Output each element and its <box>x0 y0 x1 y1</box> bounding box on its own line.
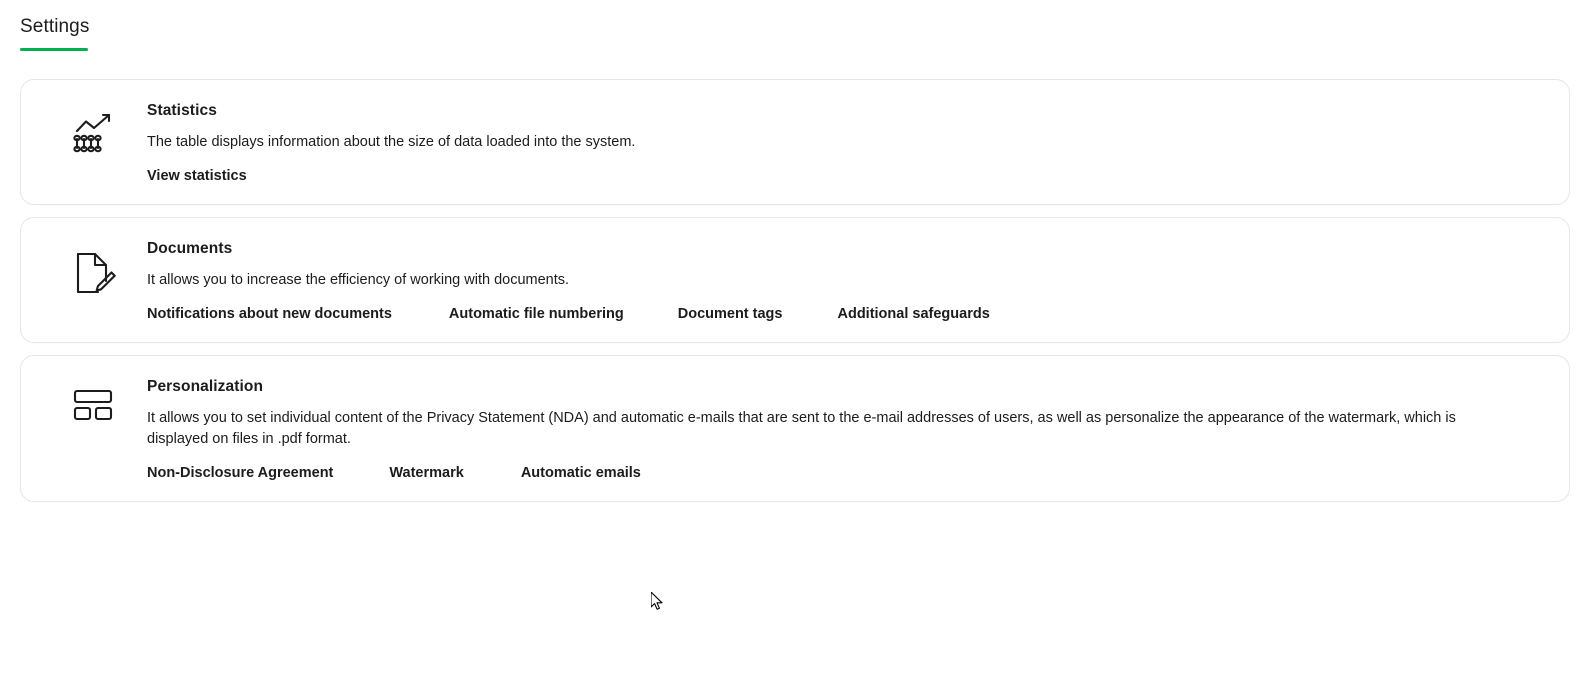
settings-cards <box>20 79 1570 514</box>
tab-active-indicator <box>20 48 88 51</box>
document-pen-icon <box>41 238 147 298</box>
card-body <box>147 238 1545 322</box>
card-links <box>147 306 1545 322</box>
layout-blocks-icon <box>41 376 147 424</box>
link-non-disclosure-agreement[interactable]: Non-Disclosure Agreement <box>147 465 334 481</box>
link-additional-safeguards[interactable]: Additional safeguards <box>837 305 990 322</box>
card-links <box>147 168 1545 184</box>
card-body <box>147 376 1545 482</box>
card-description: It allows you to set individual content of the Privacy Statement (NDA) and automatic e-mails that are sent to the e-mail addresses of users, as well as personalize the appearance of the watermark, which is displayed on files in .pdf format. <box>147 409 1456 448</box>
link-automatic-emails[interactable]: Automatic emails <box>520 465 641 481</box>
card-personalization <box>20 355 1570 503</box>
line-chart-bars-icon <box>41 100 147 156</box>
link-notifications-about-new-documents[interactable]: Notifications about new documents <box>147 305 392 322</box>
link-watermark[interactable]: Watermark <box>389 465 464 481</box>
tab-settings[interactable]: Settings <box>20 16 90 37</box>
mouse-cursor <box>651 592 665 612</box>
link-document-tags[interactable]: Document tags <box>677 305 783 322</box>
card-title: Documents <box>147 239 233 257</box>
card-statistics <box>20 79 1570 205</box>
link-view-statistics[interactable]: View statistics <box>147 167 247 184</box>
card-description: The table displays information about the size of data loaded into the system. <box>147 134 636 150</box>
card-documents <box>20 217 1570 343</box>
card-title: Statistics <box>147 102 217 119</box>
tab-bar <box>0 0 1590 50</box>
card-body <box>147 100 1545 184</box>
card-links <box>147 465 1545 481</box>
card-description: It allows you to increase the efficiency of working with documents. <box>147 271 570 288</box>
link-automatic-file-numbering[interactable]: Automatic file numbering <box>448 305 624 322</box>
card-title: Personalization <box>147 377 264 395</box>
